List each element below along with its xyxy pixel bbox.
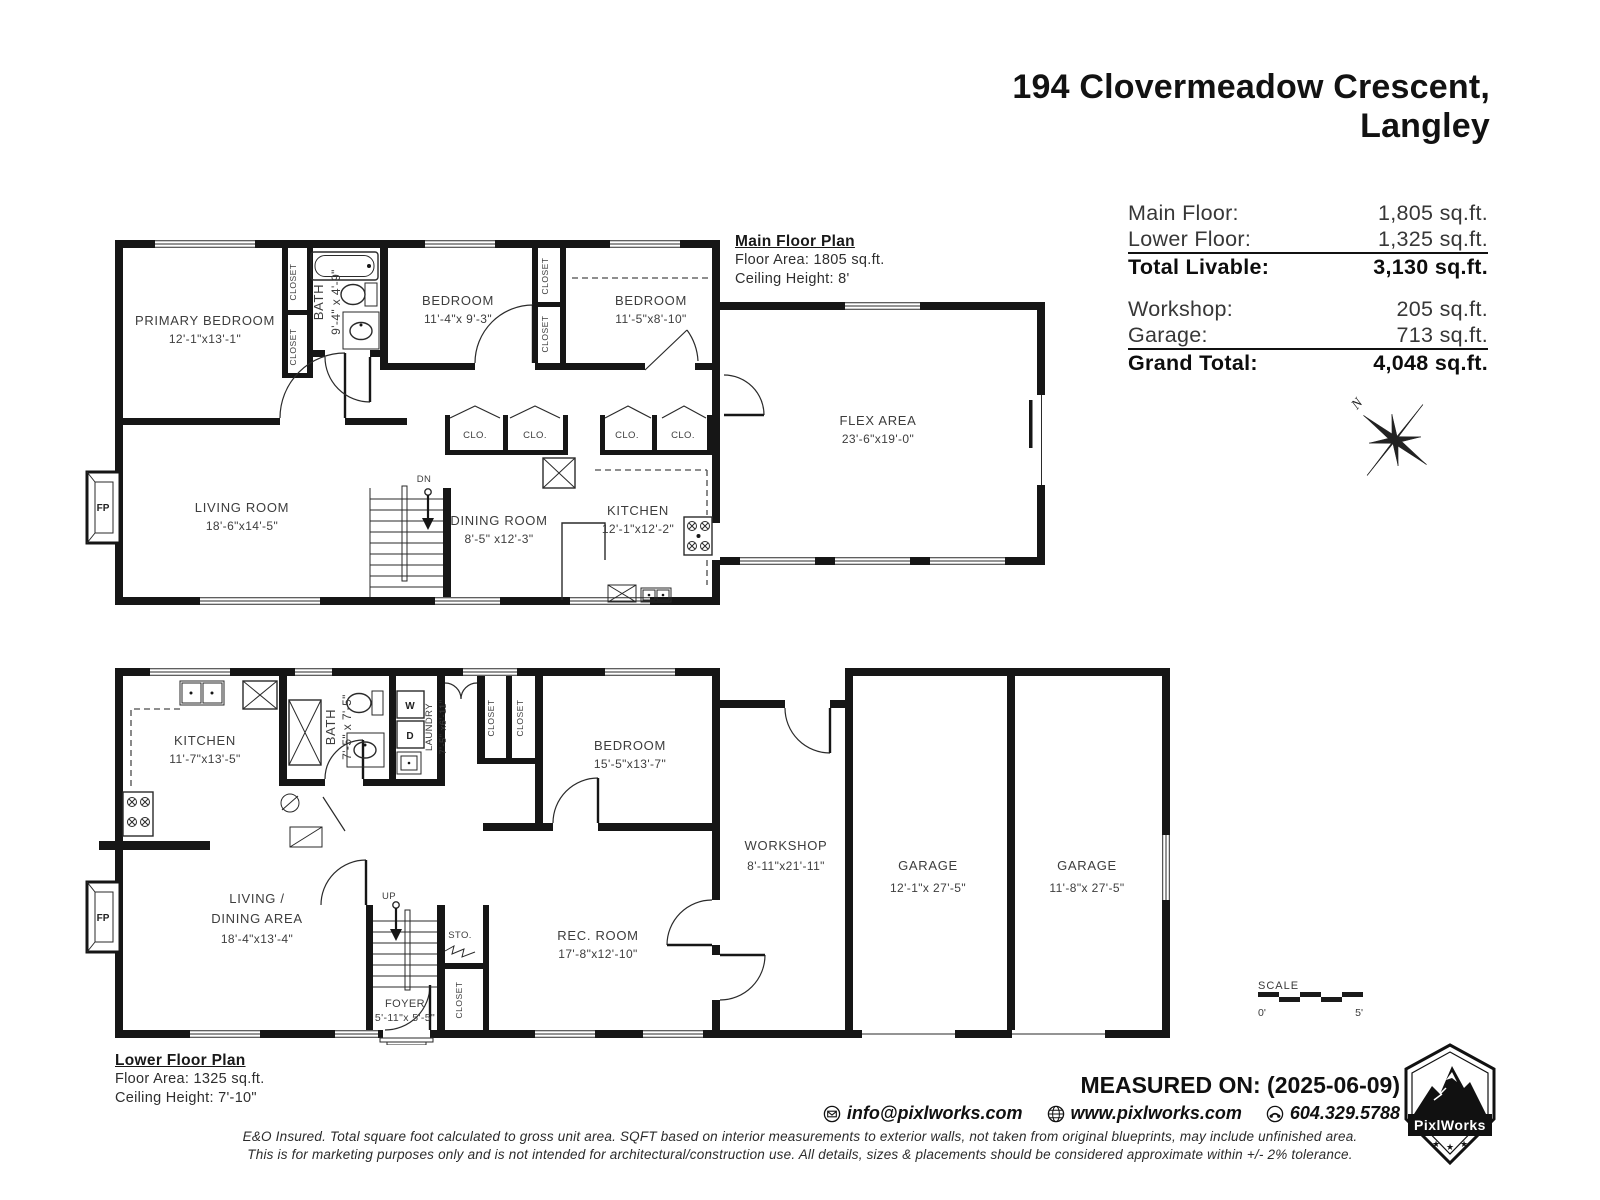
lower-floor-walls — [96, 668, 1170, 1038]
summary-row-lower-floor — [1128, 226, 1488, 252]
globe-icon — [1047, 1105, 1065, 1123]
scale-indicator — [1258, 980, 1368, 1019]
lower-staircase — [373, 902, 475, 990]
dryer-label: D — [406, 731, 414, 742]
room-dims-foyer: 5'-11"x 5'-5" — [374, 1012, 436, 1024]
stairs-dn-label: DN — [416, 474, 432, 485]
crawl-access-icon — [290, 827, 322, 847]
room-dims-garage1: 12'-1"x 27'-5" — [889, 881, 967, 895]
laundry-tub-icon — [397, 752, 421, 774]
closet-label: CLOSET — [540, 257, 550, 295]
summary-label: Workshop: — [1128, 297, 1234, 321]
room-label-flex: FLEX AREA — [839, 413, 917, 428]
summary-label: Main Floor: — [1128, 201, 1239, 225]
patio-door — [1029, 395, 1045, 485]
main-plan-ceiling: Ceiling Height: 8' — [735, 271, 850, 287]
room-label-foyer: FOYER — [385, 998, 425, 1010]
summary-value: 4,048 sq.ft. — [1373, 351, 1488, 375]
website-item — [1047, 1103, 1242, 1124]
room-label-bedroom1: BEDROOM — [421, 293, 495, 308]
room-dims-kitchen: 12'-1"x12'-2" — [601, 522, 675, 536]
room-label-laundry: LAUNDRY — [424, 702, 435, 752]
room-label-bath-lower: BATH — [323, 708, 338, 746]
email-item — [823, 1103, 1023, 1124]
summary-row-grand-total — [1128, 348, 1488, 376]
lower-plan-meta — [115, 1052, 265, 1108]
summary-label: Total Livable: — [1128, 255, 1270, 279]
room-label-kitchen-lower: KITCHEN — [174, 733, 236, 748]
room-label-kitchen: KITCHEN — [607, 503, 669, 518]
room-label-bath: BATH — [311, 283, 326, 321]
scale-bar-icon — [1258, 992, 1363, 1003]
lower-floor-plan — [85, 655, 1175, 1045]
room-dims-bedroom-lower: 15'-5"x13'-7" — [593, 757, 667, 771]
fridge-icon — [543, 458, 575, 488]
summary-row-garage — [1128, 322, 1488, 348]
closet-label: CLOSET — [540, 315, 550, 353]
contact-line — [790, 1103, 1400, 1124]
page-title — [850, 68, 1490, 146]
svg-text:★: ★ — [1459, 1139, 1469, 1149]
website-text: www.pixlworks.com — [1070, 1103, 1242, 1123]
summary-label: Garage: — [1128, 323, 1208, 347]
room-dims-bath-lower: 7'-5" x 7'-5" — [340, 694, 354, 760]
room-dims-garage2: 11'-8"x 27'-5" — [1049, 881, 1125, 895]
stove-icon — [123, 792, 153, 836]
room-label-living-lower2: DINING AREA — [211, 911, 303, 926]
light-fixture-icon — [281, 794, 299, 812]
stairs-up-label: UP — [382, 891, 396, 902]
kitchen-sink-icon — [180, 681, 224, 705]
garage-window — [1162, 835, 1170, 900]
scale-end: 5' — [1355, 1007, 1363, 1019]
clo-label: CLO. — [615, 430, 639, 441]
summary-value: 205 sq.ft. — [1396, 297, 1488, 321]
fireplace-label: FP — [96, 503, 110, 514]
email-text: info@pixlworks.com — [846, 1103, 1023, 1123]
room-label-living-lower1: LIVING / — [229, 891, 285, 906]
stove-icon — [684, 517, 712, 555]
summary-row-total-livable — [1128, 252, 1488, 280]
summary-value: 1,805 sq.ft. — [1378, 201, 1488, 225]
room-dims-kitchen-lower: 11'-7"x13'-5" — [169, 752, 241, 766]
summary-label: Grand Total: — [1128, 351, 1258, 375]
lower-floor-windows — [150, 668, 1170, 1045]
closet-label: CLOSET — [515, 699, 525, 737]
email-icon — [823, 1105, 841, 1123]
shower-icon — [289, 700, 321, 765]
summary-row-main-floor — [1128, 200, 1488, 226]
title-line1: 194 Clovermeadow Crescent, — [1012, 68, 1490, 106]
phone-icon — [1266, 1105, 1284, 1123]
fridge-icon — [243, 681, 277, 709]
lower-plan-ceiling: Ceiling Height: 7'-10" — [115, 1090, 257, 1106]
room-dims-bedroom2: 11'-5"x8'-10" — [615, 312, 687, 326]
disclaimer-line2: This is for marketing purposes only and is not intended for architectural/construction use. All details, sizes & placements should be considered approximate within +/- 2% tolerance. — [247, 1147, 1353, 1162]
summary-value: 713 sq.ft. — [1396, 323, 1488, 347]
room-dims-flex: 23'-6"x19'-0" — [841, 432, 915, 446]
sto-label: STO. — [448, 930, 472, 941]
clo-label: CLO. — [671, 430, 695, 441]
counter-dashed — [131, 709, 180, 790]
measured-on: MEASURED ON: (2025-06-09) — [1080, 1072, 1400, 1098]
scale-start: 0' — [1258, 1007, 1266, 1019]
room-dims-laundry: 7'-5" x6'-11" — [438, 699, 449, 755]
room-dims-bedroom1: 11'-4"x 9'-3" — [423, 312, 493, 326]
room-label-garage1: GARAGE — [898, 858, 958, 873]
room-label-rec: REC. ROOM — [557, 928, 639, 943]
phone-item — [1266, 1103, 1400, 1124]
room-label-dining: DINING ROOM — [450, 513, 548, 528]
room-label-bedroom-lower: BEDROOM — [593, 738, 667, 753]
entry-door-opening — [383, 1030, 430, 1038]
room-dims-living: 18'-6"x14'-5" — [205, 519, 279, 533]
compass-rose-icon — [1345, 388, 1445, 483]
disclaimer-line1: E&O Insured. Total square foot calculated to gross unit area. SQFT based on interior measurements to exterior walls, not taken from original blueprints, may include unfinished area. — [242, 1129, 1358, 1144]
main-floor-doors — [280, 305, 764, 418]
room-label-bedroom2: BEDROOM — [614, 293, 688, 308]
summary-value: 1,325 sq.ft. — [1378, 227, 1488, 251]
room-dims-rec: 17'-8"x12'-10" — [558, 947, 638, 961]
clo-label: CLO. — [463, 430, 487, 441]
svg-text:★: ★ — [1445, 1142, 1455, 1152]
main-plan-title: Main Floor Plan — [735, 233, 855, 250]
summary-value: 3,130 sq.ft. — [1373, 255, 1488, 279]
closet-label: CLOSET — [486, 699, 496, 737]
closet-label: CLOSET — [288, 263, 298, 301]
main-floor-plan — [85, 230, 1045, 610]
title-line2: Langley — [1360, 107, 1490, 145]
closet-label: CLOSET — [454, 981, 464, 1019]
room-label-primary-bedroom: PRIMARY BEDROOM — [134, 313, 276, 328]
room-dims-workshop: 8'-11"x21'-11" — [747, 859, 825, 873]
phone-text: 604.329.5788 — [1289, 1103, 1400, 1123]
lower-plan-area: Floor Area: 1325 sq.ft. — [115, 1071, 265, 1087]
sto-break-line — [445, 946, 475, 957]
sink-icon — [343, 312, 379, 349]
lower-plan-title: Lower Floor Plan — [115, 1052, 246, 1069]
pixlworks-logo — [1400, 1042, 1500, 1168]
room-dims-living-lower: 18'-4"x13'-4" — [220, 932, 294, 946]
compass-north-label: N — [1348, 395, 1367, 413]
washer-label: W — [405, 701, 415, 712]
room-label-workshop: WORKSHOP — [744, 838, 828, 853]
summary-label: Lower Floor: — [1128, 227, 1252, 251]
room-label-living: LIVING ROOM — [194, 500, 290, 515]
summary-row-workshop — [1128, 296, 1488, 322]
clo-label: CLO. — [523, 430, 547, 441]
room-dims-bath: 9'-4" x 4'-9" — [329, 269, 343, 335]
bathtub-icon — [311, 252, 378, 280]
scale-label: SCALE — [1258, 980, 1300, 992]
room-dims-primary-bedroom: 12'-1"x13'-1" — [168, 332, 242, 346]
kitchen-back-opening — [712, 523, 720, 560]
main-staircase — [370, 486, 443, 597]
fireplace-label: FP — [96, 913, 110, 924]
toilet-icon — [341, 283, 377, 306]
svg-text:★: ★ — [1431, 1139, 1441, 1149]
main-plan-area: Floor Area: 1805 sq.ft. — [735, 252, 885, 268]
logo-text: PixlWorks — [1414, 1117, 1486, 1133]
closet-label: CLOSET — [288, 328, 298, 366]
area-summary-table — [1128, 200, 1488, 376]
room-dims-dining: 8'-5" x12'-3" — [464, 532, 534, 546]
room-label-garage2: GARAGE — [1057, 858, 1117, 873]
kitchen-peninsula — [562, 523, 605, 600]
